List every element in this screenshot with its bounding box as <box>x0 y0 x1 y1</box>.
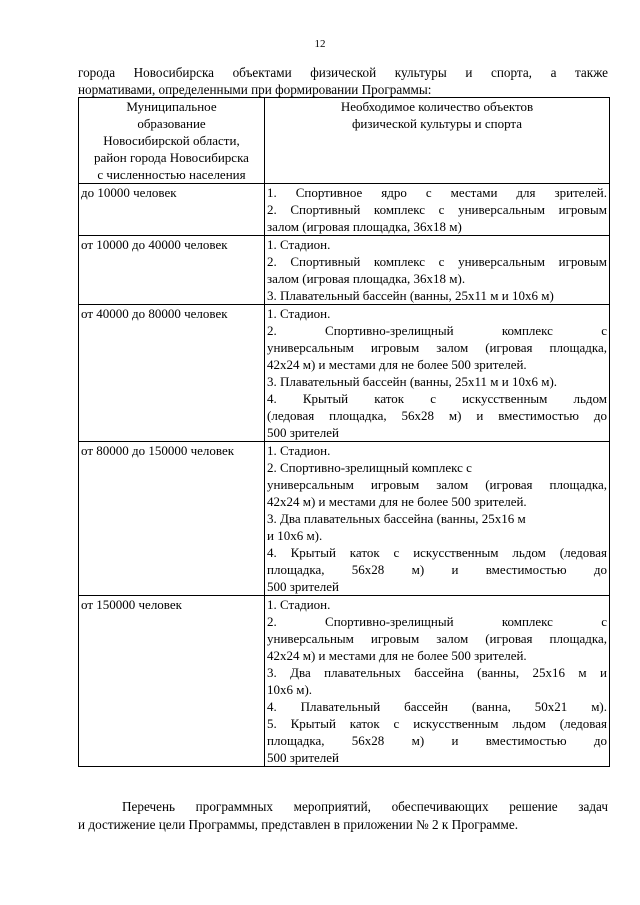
table-row <box>79 305 610 442</box>
population-cell: от 150000 человек <box>79 596 265 767</box>
facilities-cell <box>265 596 610 767</box>
facility-line: 42x24 м) и местами для не более 500 зрителей. <box>267 648 527 663</box>
facility-line: залом (игровая площадка, 36x18 м). <box>267 271 466 286</box>
population-cell: до 10000 человек <box>79 184 265 236</box>
header-line: Муниципальное <box>126 99 217 114</box>
facility-line: 3. Два плавательных бассейна (ванны, 25x16 м и <box>267 665 607 680</box>
table-row <box>79 596 610 767</box>
table-row <box>79 184 610 236</box>
facility-line: и 10x6 м). <box>267 528 323 543</box>
population-cell: от 40000 до 80000 человек <box>79 305 265 442</box>
closing-paragraph <box>78 798 608 834</box>
header-line: район города Новосибирска <box>94 150 249 165</box>
facility-line: (ледовая площадка, 56x28 м) и вместимостью до <box>267 408 607 423</box>
facility-line: 4. Крытый каток с искусственным льдом (ледовая <box>267 545 607 560</box>
intro-paragraph <box>78 64 608 98</box>
intro-line: города Новосибирска объектами физической культуры и спорта, а также <box>78 65 608 80</box>
header-line: Новосибирской области, <box>103 133 240 148</box>
facility-line: 10x6 м). <box>267 682 313 697</box>
header-municipality <box>79 98 265 184</box>
facility-line: 2. Спортивный комплекс с универсальным игровым <box>267 254 607 269</box>
intro-line: нормативами, определенными при формировании Программы: <box>78 82 432 97</box>
facility-line: 3. Плавательный бассейн (ванны, 25x11 м и 10x6 м). <box>267 374 558 389</box>
facility-line: 500 зрителей <box>267 750 340 765</box>
facility-line: 3. Два плавательных бассейна (ванны, 25x16 м <box>267 511 526 526</box>
facility-line: 500 зрителей <box>267 425 340 440</box>
facility-line: 4. Плавательный бассейн (ванна, 50x21 м). <box>267 699 607 714</box>
header-line: Необходимое количество объектов <box>340 99 534 114</box>
facilities-cell <box>265 184 610 236</box>
closing-line: и достижение цели Программы, представлен в приложении № 2 к Программе. <box>78 817 519 832</box>
header-required-facilities <box>265 98 610 184</box>
facility-line: 2. Спортивный комплекс с универсальным игровым <box>267 202 607 217</box>
facility-line: площадка, 56x28 м) и вместимостью до <box>267 733 607 748</box>
facility-line: залом (игровая площадка, 36x18 м) <box>267 219 462 234</box>
facility-line: 1. Стадион. <box>267 443 331 458</box>
facility-line: универсальным игровым залом (игровая площадка, <box>267 631 607 646</box>
facilities-cell <box>265 236 610 305</box>
facility-line: 5. Крытый каток с искусственным льдом (ледовая <box>267 716 607 731</box>
facility-line: 1. Стадион. <box>267 597 331 612</box>
table-header-row <box>79 98 610 184</box>
facility-line: 3. Плавательный бассейн (ванны, 25x11 м и 10x6 м) <box>267 288 554 303</box>
facility-line: 4. Крытый каток с искусственным льдом <box>267 391 607 406</box>
facility-line: 2. Спортивно-зрелищный комплекс с <box>267 323 607 338</box>
table-row <box>79 236 610 305</box>
facilities-cell <box>265 442 610 596</box>
facility-line: 500 зрителей <box>267 579 340 594</box>
facility-line: универсальным игровым залом (игровая площадка, <box>267 477 607 492</box>
facility-line: 1. Спортивное ядро с местами для зрителей. <box>267 185 607 200</box>
facilities-cell <box>265 305 610 442</box>
closing-line: Перечень программных мероприятий, обеспечивающих решение задач <box>122 799 608 814</box>
facilities-table <box>78 97 610 767</box>
table-row <box>79 442 610 596</box>
header-line: с численностью населения <box>97 167 246 182</box>
header-line: образование <box>137 116 206 131</box>
population-cell: от 10000 до 40000 человек <box>79 236 265 305</box>
header-line: физической культуры и спорта <box>351 116 523 131</box>
facility-line: площадка, 56x28 м) и вместимостью до <box>267 562 607 577</box>
facility-line: универсальным игровым залом (игровая площадка, <box>267 340 607 355</box>
page-number: 12 <box>314 38 326 50</box>
facility-line: 42x24 м) и местами для не более 500 зрителей. <box>267 494 527 509</box>
facility-line: 2. Спортивно-зрелищный комплекс с <box>267 614 607 629</box>
facility-line: 1. Стадион. <box>267 306 331 321</box>
facility-line: 2. Спортивно-зрелищный комплекс с <box>267 460 472 475</box>
population-cell: от 80000 до 150000 человек <box>79 442 265 596</box>
facility-line: 1. Стадион. <box>267 237 331 252</box>
facility-line: 42x24 м) и местами для не более 500 зрителей. <box>267 357 527 372</box>
